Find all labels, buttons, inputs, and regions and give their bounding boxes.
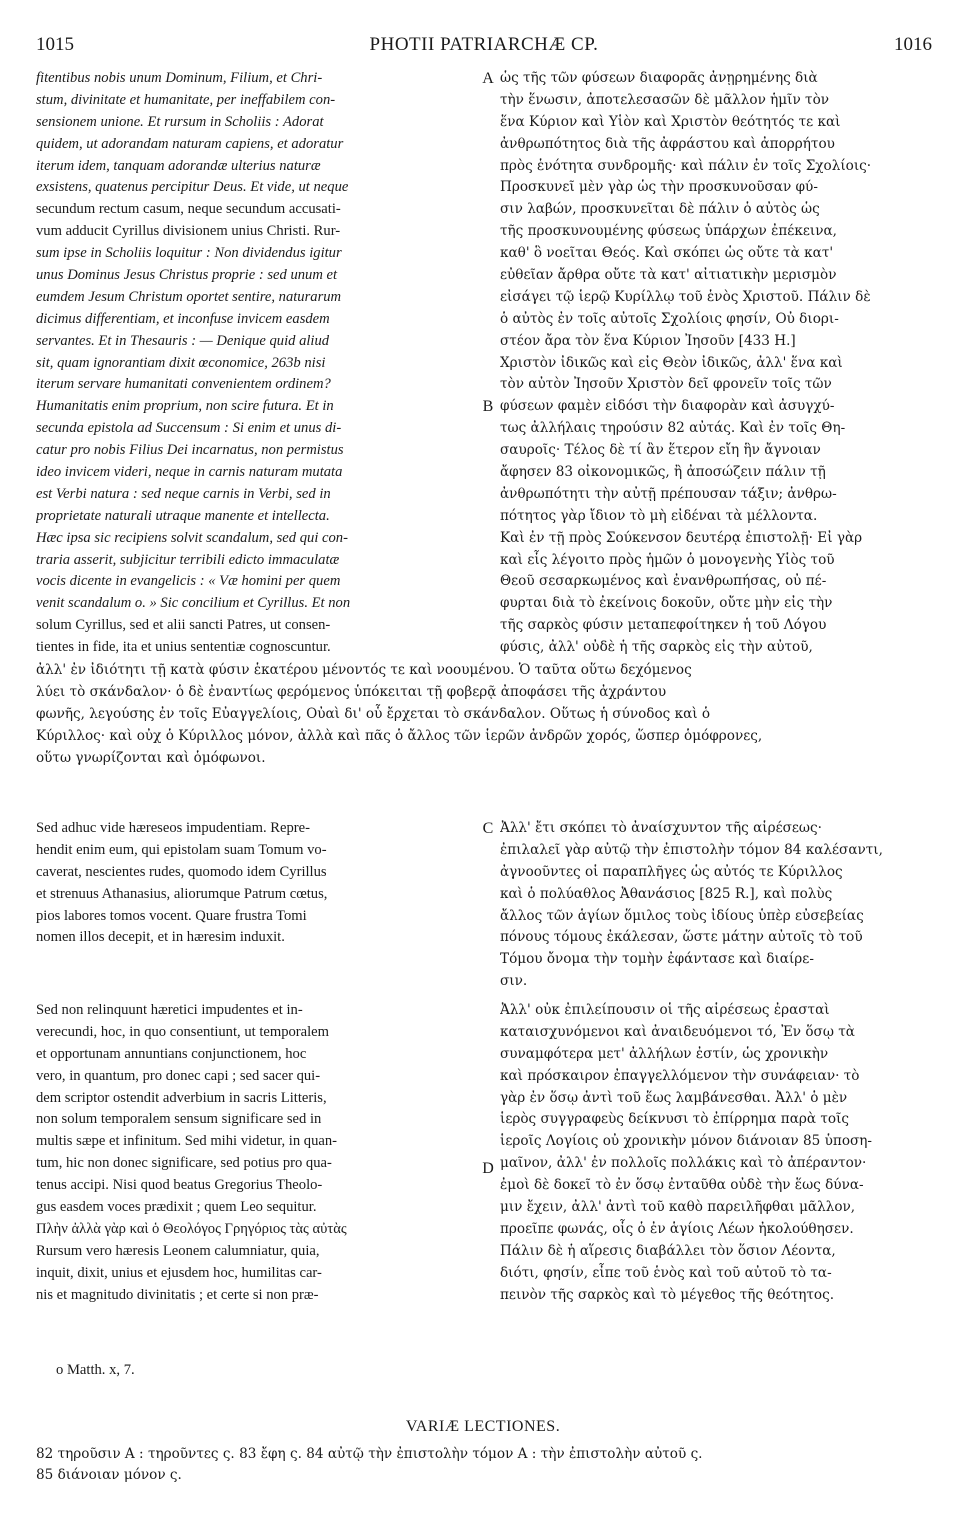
latin-low-line: dem scriptor ostendit adverbium in sacris Litteris, — [36, 1089, 327, 1106]
greek-top-line: φύσις, ἀλλ' οὐδὲ ἡ τῆς σαρκὸς εἰς τὴν αὐτοῦ, — [500, 639, 813, 656]
latin-column-top — [36, 68, 476, 659]
latin-low-line: Πλὴν ἀλλὰ γὰρ καὶ ὁ Θεολόγος Γρηγόριος τὰς αὐτὰς — [36, 1220, 347, 1237]
greek-full-line: Κύριλλος· καὶ οὐχ ὁ Κύριλλος μόνον, ἀλλὰ καὶ πᾶς ὁ ἄλλος τῶν ἱερῶν ἀνδρῶν χορός, ὥσπερ ὁμόφρονες, — [36, 727, 763, 744]
latin-low-line: vero, in quantum, pro donec capi ; sed sacer qui- — [36, 1067, 321, 1084]
greek-mid-line: ἀγνοοῦντες οἱ παραπλῆγες ὡς αὐτός τε Κύριλλος — [500, 863, 843, 880]
greek-column-top — [500, 68, 932, 659]
latin-mid-line: hendit enim eum, qui epistolam suam Tomum vo- — [36, 841, 327, 858]
page-number-left: 1015 — [36, 34, 74, 55]
greek-top-line: τῆς προσκυνουμένης φύσεως ὑπάρχων ἐπέκεινα, — [500, 223, 837, 240]
greek-top-line: ἀνθρωπότητι τὴν αὐτῇ πρέπουσαν τάξιν; ἀνθρω- — [500, 485, 837, 502]
variae-lectiones-line: 82 τηροῦσιν A : τηροῦντες ς. 83 ἔφη ς. 84 αὐτῷ τὴν ἐπιστολὴν τόμον A : τὴν ἐπιστολὴν αὐτοῦ ς. — [36, 1446, 703, 1462]
latin-top-line: sensionem unione. Et rursum in Scholiis : Adorat — [36, 113, 324, 130]
greek-low-line: διότι, φησίν, εἶπε τοῦ ἑνὸς καὶ τοῦ αὐτοῦ τὸ τα- — [500, 1264, 832, 1281]
latin-top-line: iterum servare humanitati convenientem ordinem? — [36, 376, 331, 393]
latin-top-line: exsistens, quatenus percipitur Deus. Et vide, ut neque — [36, 179, 349, 196]
latin-top-line: sum ipse in Scholiis loquitur : Non dividendus igitur — [36, 245, 342, 262]
greek-low-line: καταισχυνόμενοι καὶ ἀναιδευόμενοι τό, Ἐν ὅσῳ τὰ — [500, 1023, 855, 1040]
latin-top-line: vum adducit Cyrillus divisionem unius Christi. Rur- — [36, 223, 341, 240]
margin-marker-b: B — [482, 398, 494, 415]
greek-top-line: τὴν ἕνωσιν, ἀποτελεσασῶν δὲ μᾶλλον ἡμῖν τὸν — [500, 91, 830, 108]
greek-top-line: σιν λαβών, προσκυνεῖται δὲ πάλιν ὁ αὐτὸς ὡς — [500, 201, 820, 218]
greek-full-line: λύει τὸ σκάνδαλον· ὁ δὲ ἐναντίως φερόμενος ὑπόκειται τῇ φοβερᾷ ἀποφάσει τῆς ἀχράντου — [36, 683, 667, 700]
latin-top-line: fitentibus nobis unum Dominum, Filium, et Chri- — [36, 70, 323, 86]
latin-top-line: solum Cyrillus, sed et alii sancti Patres, ut consen- — [36, 617, 331, 634]
greek-mid-line: σιν. — [500, 973, 528, 990]
greek-low-line: ἱερὸς συγγραφεὺς δείκνυσι τὸ ἐπίρρημα παρὰ τοῖς — [500, 1111, 850, 1128]
greek-low-line: ἱεροῖς Λογίοις οὐ χρονικὴν μόνον διάνοιαν 85 ὑποση- — [500, 1133, 873, 1150]
greek-top-line: εὐθεῖαν ἄρθρα οὔτε τὰ κατ' αἰτιατικὴν μερισμὸν — [500, 267, 837, 284]
latin-top-line: Hæc ipsa sic recipiens solvit scandalum, sed qui con- — [36, 529, 348, 546]
greek-column-middle — [500, 818, 932, 993]
page-number-right: 1016 — [894, 34, 932, 55]
greek-top-line: πρὸς ἑνότητα συνδρομῆς· καὶ πάλιν ἐν τοῖς Σχολίοις· — [500, 157, 872, 174]
greek-column-lower — [500, 1000, 932, 1306]
latin-low-line: tum, hic non donec significare, sed potius pro qua- — [36, 1155, 332, 1172]
greek-top-line: καθ' ὃ νοεῖται Θεός. Καὶ σκόπει ὡς οὔτε τὰ κατ' — [500, 245, 834, 262]
running-title: PHOTII PATRIARCHÆ CP. — [369, 34, 599, 55]
variae-lectiones-line: 85 διάνοιαν μόνον ς. — [36, 1467, 182, 1483]
footnote: o Matth. x, 7. — [56, 1362, 135, 1378]
greek-top-line: Θεοῦ σεσαρκωμένος καὶ ἐνανθρωπήσας, οὐ πέ- — [500, 573, 827, 590]
latin-mid-line: pios labores tomos vocent. Quare frustra Tomi — [36, 907, 307, 924]
latin-column-lower — [36, 1000, 476, 1306]
latin-top-line: quidem, ut adorandam naturam capiens, et adoratur — [36, 135, 344, 152]
latin-top-line: ideo invicem videri, neque in carnis naturam mutata — [36, 464, 343, 481]
variae-lectiones-title: VARIÆ LECTIONES. — [405, 1418, 561, 1435]
greek-full-line: ἀλλ' ἐν ἰδιότητι τῇ κατὰ φύσιν ἑκατέρου μένοντός τε καὶ νοουμένου. Ὁ ταῦτα οὕτω δεχόμενος — [36, 662, 692, 678]
latin-top-line: catur pro nobis Filius Dei incarnatus, non permistus — [36, 442, 344, 459]
greek-full-line: φωνῆς, λεγούσης ἐν τοῖς Εὐαγγελίοις, Οὐαὶ δι' οὗ ἔρχεται τὸ σκάνδαλον. Οὕτως ἡ σύνοδος καὶ ὁ — [36, 705, 711, 722]
latin-top-line: tientes in fide, ita et unius sententiæ cognoscuntur. — [36, 639, 331, 656]
latin-low-line: Sed non relinquunt hæretici impudentes et in- — [36, 1002, 303, 1018]
greek-low-line: Πάλιν δὲ ἡ αἵρεσις διαβάλλει τὸν ὅσιον Λέοντα, — [500, 1242, 836, 1259]
greek-top-line: πότητος γὰρ ἴδιον τὸ μὴ εἰδέναι τὰ μέλλοντα. — [500, 507, 818, 524]
greek-low-line: συναμφότερα μετ' ἀλλήλων ἐστίν, ὡς χρονικὴν — [500, 1045, 829, 1062]
latin-top-line: iterum idem, tanquam adorandæ ulterius naturæ — [36, 157, 321, 174]
greek-low-line: Ἀλλ' οὐκ ἐπιλείπουσιν οἱ τῆς αἱρέσεως ἐρασταὶ — [500, 1002, 830, 1018]
greek-mid-line: ἐπιλαλεῖ γὰρ αὐτῷ τὴν ἐπιστολὴν τόμον 84 καλέσαντι, — [500, 841, 883, 858]
latin-mid-line: nomen illos decepit, et in hæresim induxit. — [36, 929, 285, 946]
greek-full-width-block — [36, 660, 932, 769]
latin-mid-line: caverat, nescientes rudes, quomodo idem Cyrillus — [36, 863, 327, 880]
latin-top-line: sit, quam ignorantiam dixit œconomice, 263b nisi — [36, 354, 326, 371]
margin-marker-a: A — [482, 70, 494, 87]
greek-top-line: φυρται διὰ τὸ ἐκείνοις δοκοῦν, οὔτε μὴν εἰς τὴν — [500, 595, 833, 612]
greek-low-line: καὶ πρόσκαιρον ἐπαγγελλόμενον τὴν συνάφειαν· τὸ — [500, 1067, 860, 1084]
greek-top-line: τως ἀλλήλαις τηρούσιν 82 αὐτάς. Καὶ ἐν τοῖς Θη- — [500, 420, 846, 437]
greek-top-line: τῆς σαρκὸς φύσιν μεταπεφοίτηκεν ἡ τοῦ Λόγου — [500, 617, 827, 634]
latin-low-line: nis et magnitudo divinitatis ; et certe si non præ- — [36, 1286, 319, 1303]
greek-low-line: μαῖνον, ἀλλ' ἐν πολλοῖς πολλάκις καὶ τὸ ἀπέραντον· — [500, 1155, 867, 1172]
greek-low-line: ἐμοὶ δὲ δοκεῖ τὸ ἐν ὅσῳ ἐνταῦθα οὐδὲ τὴν ἕως δύνα- — [500, 1177, 864, 1194]
greek-top-line: καὶ εἷς λέγοιτο πρὸς ἡμῶν ὁ μονογενὴς Υἱὸς τοῦ — [500, 551, 835, 568]
greek-low-line: μιν ἔχειν, ἀλλ' ἀντὶ τοῦ καθὸ παρειλῆφθαι μᾶλλον, — [500, 1199, 856, 1216]
latin-column-middle — [36, 818, 476, 949]
greek-top-line: φύσεων φαμὲν εἰδόσι τὴν διαφορὰν καὶ ἀσυγχύ- — [500, 398, 835, 415]
latin-top-line: dicimus differentiam, et inconfuse invicem easdem — [36, 310, 330, 327]
latin-low-line: Rursum vero hæresis Leonem calumniatur, quia, — [36, 1242, 320, 1259]
greek-full-line: οὕτω γνωρίζονται καὶ ὁμόφωνοι. — [36, 749, 266, 766]
latin-top-line: vocis dicente in evangelicis : « Væ homini per quem — [36, 573, 341, 590]
latin-mid-line: Sed adhuc vide hæreseos impudentiam. Repre- — [36, 820, 310, 836]
latin-top-line: unus Dominus Jesus Christus proprie : sed unum et — [36, 267, 338, 284]
greek-top-line: στέον ἄρα τὸν ἕνα Κύριον Ἰησοῦν [433 H.] — [500, 332, 796, 349]
latin-top-line: Humanitatis enim proprium, non scire futura. Et in — [36, 398, 334, 415]
variae-lectiones-list — [36, 1444, 932, 1486]
latin-top-line: est Verbi natura : sed neque carnis in Verbi, sed in — [36, 485, 331, 502]
latin-top-line: secunda epistola ad Succensum : Si enim et unus di- — [36, 420, 342, 437]
latin-top-line: servantes. Et in Thesauris : — Denique quid aliud — [36, 332, 330, 349]
greek-mid-line: καὶ ὁ πολύαθλος Ἀθανάσιος [825 R.], καὶ πολὺς — [500, 885, 833, 902]
latin-low-line: inquit, dixit, unius et ejusdem hoc, humilitas car- — [36, 1264, 322, 1281]
latin-top-line: venit scandalum o. » Sic concilium et Cyrillus. Et non — [36, 595, 351, 612]
greek-top-line: Καὶ ἐν τῇ πρὸς Σούκενσον δευτέρᾳ ἐπιστολῇ· Εἰ γὰρ — [500, 529, 863, 546]
margin-marker-c: C — [482, 820, 494, 837]
greek-mid-line: πόνους τόμους ἐκάλεσαν, ὥστε μάτην αὐτοῖς τὸ τοῦ — [500, 929, 863, 946]
greek-low-line: γὰρ ἐν ὅσῳ ἀντὶ τοῦ ἕως λαμβάνεσθαι. Ἀλλ' ὁ μὲν — [500, 1089, 848, 1106]
greek-mid-line: Ἀλλ' ἔτι σκόπει τὸ ἀναίσχυντον τῆς αἱρέσεως· — [500, 820, 822, 836]
latin-top-line: traria asserit, subjicitur terribili edicto immaculatæ — [36, 551, 340, 568]
latin-low-line: gus easdem voces prædixit ; quem Leo sequitur. — [36, 1199, 317, 1216]
latin-low-line: non solum temporalem sensum significare sed in — [36, 1111, 322, 1128]
greek-top-line: Χριστὸν ἰδικῶς καὶ εἰς Θεὸν ἰδικῶς, ἀλλ' ἕνα καὶ — [500, 354, 843, 371]
greek-top-line: εἰσάγει τῷ ἱερῷ Κυρίλλῳ τοῦ ἑνὸς Χριστοῦ. Πάλιν δὲ — [500, 288, 871, 305]
greek-top-line: ἀνθρωπότητος διὰ τῆς ἀφράστου καὶ ἀπορρήτου — [500, 135, 835, 152]
greek-top-line: Προσκυνεῖ μὲν γὰρ ὡς τὴν προσκυνοῦσαν φύ- — [500, 179, 818, 196]
greek-low-line: πεινὸν τῆς σαρκὸς καὶ τὸ μέγεθος τῆς θεότητος. — [500, 1286, 835, 1303]
greek-top-line: ἄφησεν 83 οἰκονομικῶς, ἢ ἀποσώζειν πάλιν τῇ — [500, 464, 826, 481]
greek-top-line: ἕνα Κύριον καὶ Υἱὸν καὶ Χριστὸν θεότητός τε καὶ — [500, 113, 841, 130]
margin-marker-d: D — [482, 1160, 494, 1177]
greek-mid-line: Τόμου ὄνομα τὴν τομὴν ἐφάντασε καὶ διαίρε- — [500, 951, 814, 968]
greek-mid-line: ἄλλος τῶν ἁγίων ὅμιλος τοὺς ἰδίους ὑπὲρ εὐσεβείας — [500, 907, 864, 924]
latin-top-line: eumdem Jesum Christum oportet sentire, naturarum — [36, 288, 342, 305]
latin-low-line: et opportunam annuntians conjunctionem, hoc — [36, 1045, 307, 1062]
latin-top-line: proprietate naturali utraque manente et intellecta. — [36, 507, 330, 524]
greek-low-line: προεῖπε φωνάς, οἷς ὁ ἐν ἁγίοις Λέων ἠκολούθησεν. — [500, 1220, 854, 1237]
latin-low-line: multis sæpe et infinitum. Sed mihi videtur, in quan- — [36, 1133, 337, 1150]
page-header — [36, 34, 932, 58]
greek-top-line: ὡς τῆς τῶν φύσεων διαφορᾶς ἀνῃρημένης διὰ — [500, 70, 818, 86]
greek-top-line: τὸν αὐτὸν Ἰησοῦν Χριστὸν δεῖ φρονεῖν τοῖς τῶν — [500, 376, 832, 393]
latin-top-line: stum, divinitate et humanitate, per ineffabilem con- — [36, 91, 336, 108]
latin-top-line: secundum rectum casum, neque secundum accusati- — [36, 201, 341, 218]
latin-low-line: verecundi, hoc, in quo consentiunt, ut temporalem — [36, 1023, 330, 1040]
latin-mid-line: et strenuus Athanasius, aliorumque Patrum cœtus, — [36, 885, 328, 902]
latin-low-line: tenus accipi. Nisi quod beatus Gregorius Theolo- — [36, 1177, 323, 1194]
greek-top-line: σαυροῖς· Τέλος δὲ τί ἂν ἕτερον εἴη ἣν ἄγνοιαν — [500, 442, 821, 459]
greek-top-line: ὁ αὐτὸς ἐν τοῖς αὐτοῖς Σχολίοις φησίν, Οὐ διορι- — [500, 310, 839, 327]
